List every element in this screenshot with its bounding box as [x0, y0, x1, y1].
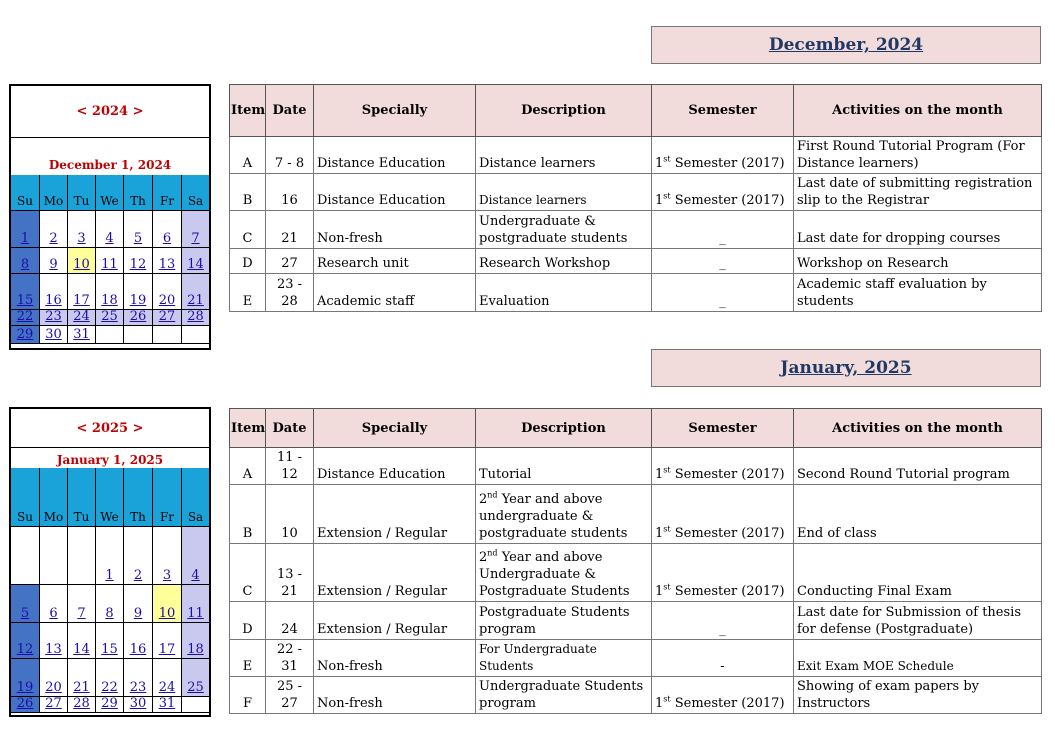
calendar-day[interactable]: 6 [153, 211, 182, 248]
weekday-header: Tu [68, 175, 96, 211]
description-cell: Tutorial [476, 448, 652, 485]
calendar-day[interactable]: 28 [182, 310, 209, 326]
december-month-title-text: December, 2024 [768, 35, 924, 55]
calendar-day[interactable]: 22 [96, 659, 124, 697]
specially-cell: Non-fresh [314, 211, 476, 249]
calendar-day[interactable]: 5 [11, 585, 40, 623]
december-calendar [9, 84, 211, 350]
description-cell: 2nd Year and above Undergraduate & Postgraduate Students [476, 544, 652, 602]
column-header: Activities on the month [794, 409, 1042, 448]
table-row [230, 544, 1042, 602]
calendar-day[interactable]: 1 [96, 527, 124, 585]
calendar-day[interactable]: 26 [11, 697, 40, 713]
calendar-day[interactable]: 28 [68, 697, 96, 713]
description-cell: Distance learners [476, 174, 652, 211]
item-cell: C [230, 544, 266, 602]
semester-cell: 1st Semester (2017) [652, 544, 794, 602]
table-row [230, 174, 1042, 211]
calendar-day[interactable]: 19 [11, 659, 40, 697]
item-cell: F [230, 677, 266, 714]
item-cell: D [230, 602, 266, 640]
calendar-day[interactable]: 9 [124, 585, 153, 623]
calendar-day[interactable]: 22 [11, 310, 40, 326]
calendar-date-label: January 1, 2025 [56, 453, 164, 467]
table-header-row [230, 409, 1042, 448]
weekday-header: Tu [68, 468, 96, 527]
specially-cell: Non-fresh [314, 640, 476, 677]
date-cell: 24 [266, 602, 314, 640]
column-header: Date [266, 409, 314, 448]
calendar-day[interactable]: 9 [40, 248, 68, 274]
calendar-day[interactable]: 5 [124, 211, 153, 248]
weekday-header: We [96, 175, 124, 211]
column-header: Description [476, 85, 652, 137]
calendar-day[interactable]: 30 [124, 697, 153, 713]
calendar-day[interactable]: 16 [124, 623, 153, 659]
calendar-day[interactable]: 1 [11, 211, 40, 248]
january-month-title [651, 349, 1041, 387]
table-row [230, 137, 1042, 174]
table-row [230, 485, 1042, 544]
table-row [230, 640, 1042, 677]
semester-cell: 1st Semester (2017) [652, 174, 794, 211]
column-header: Item [230, 409, 266, 448]
calendar-empty-cell [182, 697, 209, 713]
calendar-day[interactable]: 3 [153, 527, 182, 585]
calendar-day[interactable]: 16 [40, 274, 68, 310]
calendar-empty-cell [182, 326, 209, 344]
date-cell: 22 - 31 [266, 640, 314, 677]
date-cell: 10 [266, 485, 314, 544]
january-schedule-table [229, 408, 1042, 714]
weekday-header: Mo [40, 175, 68, 211]
january-calendar-grid [11, 468, 209, 713]
calendar-day-today[interactable]: 10 [153, 585, 182, 623]
semester-cell: 1st Semester (2017) [652, 485, 794, 544]
calendar-day[interactable]: 25 [96, 310, 124, 326]
semester-cell: _ [652, 274, 794, 312]
year-navigation[interactable]: < 2024 > [76, 104, 144, 119]
calendar-day[interactable]: 18 [182, 623, 209, 659]
table-row [230, 448, 1042, 485]
column-header: Semester [652, 85, 794, 137]
column-header: Specially [314, 85, 476, 137]
description-cell: Postgraduate Students program [476, 602, 652, 640]
table-row [230, 211, 1042, 249]
weekday-header: Su [11, 468, 40, 527]
calendar-day[interactable]: 7 [68, 585, 96, 623]
calendar-day[interactable]: 11 [182, 585, 209, 623]
calendar-day[interactable]: 17 [68, 274, 96, 310]
december-month-title [651, 26, 1041, 64]
semester-cell: _ [652, 249, 794, 274]
activity-cell: Last date for dropping courses [794, 211, 1042, 249]
specially-cell: Distance Education [314, 137, 476, 174]
calendar-day[interactable]: 18 [96, 274, 124, 310]
calendar-day[interactable]: 15 [96, 623, 124, 659]
calendar-day[interactable]: 29 [96, 697, 124, 713]
calendar-day[interactable]: 26 [124, 310, 153, 326]
calendar-day[interactable]: 3 [68, 211, 96, 248]
description-cell: Undergraduate Students program [476, 677, 652, 714]
calendar-day[interactable]: 8 [11, 248, 40, 274]
date-cell: 11 - 12 [266, 448, 314, 485]
weekday-header: Su [11, 175, 40, 211]
calendar-day[interactable]: 2 [40, 211, 68, 248]
calendar-day[interactable]: 31 [68, 326, 96, 344]
table-header-row [230, 85, 1042, 137]
calendar-day[interactable]: 2 [124, 527, 153, 585]
date-cell: 7 - 8 [266, 137, 314, 174]
activity-cell: Academic staff evaluation by students [794, 274, 1042, 312]
calendar-day[interactable]: 27 [40, 697, 68, 713]
calendar-day[interactable]: 14 [68, 623, 96, 659]
semester-cell: 1st Semester (2017) [652, 137, 794, 174]
calendar-day[interactable]: 13 [153, 248, 182, 274]
semester-cell: 1st Semester (2017) [652, 677, 794, 714]
calendar-day[interactable]: 4 [182, 527, 209, 585]
calendar-day[interactable]: 24 [153, 659, 182, 697]
table-row [230, 274, 1042, 312]
calendar-day[interactable]: 27 [153, 310, 182, 326]
description-cell: Undergraduate & postgraduate students [476, 211, 652, 249]
column-header: Description [476, 409, 652, 448]
activity-cell: First Round Tutorial Program (For Distance learners) [794, 137, 1042, 174]
weekday-header: Mo [40, 468, 68, 527]
table-row [230, 249, 1042, 274]
activity-cell: Last date of submitting registration slip to the Registrar [794, 174, 1042, 211]
item-cell: D [230, 249, 266, 274]
table-row [230, 677, 1042, 714]
date-cell: 27 [266, 249, 314, 274]
description-cell: Evaluation [476, 274, 652, 312]
calendar-day[interactable]: 8 [96, 585, 124, 623]
calendar-day[interactable]: 20 [40, 659, 68, 697]
date-cell: 23 - 28 [266, 274, 314, 312]
activity-cell: Workshop on Research [794, 249, 1042, 274]
december-calendar-grid [11, 175, 209, 344]
calendar-day[interactable]: 24 [68, 310, 96, 326]
activity-cell: Conducting Final Exam [794, 544, 1042, 602]
date-cell: 25 - 27 [266, 677, 314, 714]
calendar-day[interactable]: 13 [40, 623, 68, 659]
weekday-header: Sa [182, 468, 209, 527]
item-cell: A [230, 137, 266, 174]
semester-cell: - [652, 640, 794, 677]
date-cell: 21 [266, 211, 314, 249]
calendar-day[interactable]: 12 [124, 248, 153, 274]
activity-cell: Second Round Tutorial program [794, 448, 1042, 485]
specially-cell: Academic staff [314, 274, 476, 312]
specially-cell: Non-fresh [314, 677, 476, 714]
calendar-day[interactable]: 15 [11, 274, 40, 310]
weekday-header: Th [124, 175, 153, 211]
calendar-day[interactable]: 23 [124, 659, 153, 697]
weekday-header: Th [124, 468, 153, 527]
item-cell: E [230, 640, 266, 677]
column-header: Semester [652, 409, 794, 448]
semester-cell: _ [652, 602, 794, 640]
calendar-day-today[interactable]: 10 [68, 248, 96, 274]
december-schedule-table [229, 84, 1042, 312]
specially-cell: Extension / Regular [314, 544, 476, 602]
date-cell: 13 - 21 [266, 544, 314, 602]
year-navigation[interactable]: < 2025 > [76, 421, 144, 436]
calendar-day[interactable]: 21 [182, 274, 209, 310]
january-calendar [9, 407, 211, 717]
calendar-day[interactable]: 12 [11, 623, 40, 659]
calendar-empty-cell [96, 326, 124, 344]
activity-cell: Showing of exam papers by Instructors [794, 677, 1042, 714]
calendar-empty-cell [11, 527, 40, 585]
column-header: Specially [314, 409, 476, 448]
activity-cell: Last date for Submission of thesis for defense (Postgraduate) [794, 602, 1042, 640]
column-header: Activities on the month [794, 85, 1042, 137]
item-cell: B [230, 174, 266, 211]
calendar-empty-cell [40, 527, 68, 585]
calendar-day[interactable]: 20 [153, 274, 182, 310]
calendar-empty-cell [68, 527, 96, 585]
calendar-day[interactable]: 6 [40, 585, 68, 623]
weekday-header: Sa [182, 175, 209, 211]
calendar-day[interactable]: 7 [182, 211, 209, 248]
calendar-day[interactable]: 29 [11, 326, 40, 344]
calendar-day[interactable]: 11 [96, 248, 124, 274]
weekday-header: Fr [153, 468, 182, 527]
item-cell: E [230, 274, 266, 312]
specially-cell: Research unit [314, 249, 476, 274]
specially-cell: Distance Education [314, 174, 476, 211]
date-cell: 16 [266, 174, 314, 211]
calendar-day[interactable]: 17 [153, 623, 182, 659]
item-cell: A [230, 448, 266, 485]
table-row [230, 602, 1042, 640]
description-cell: Distance learners [476, 137, 652, 174]
calendar-day[interactable]: 14 [182, 248, 209, 274]
description-cell: For Undergraduate Students [476, 640, 652, 677]
calendar-empty-cell [153, 326, 182, 344]
description-cell: 2nd Year and above undergraduate & postgraduate students [476, 485, 652, 544]
calendar-day[interactable]: 21 [68, 659, 96, 697]
weekday-header: We [96, 468, 124, 527]
semester-cell: _ [652, 211, 794, 249]
semester-cell: 1st Semester (2017) [652, 448, 794, 485]
specially-cell: Extension / Regular [314, 602, 476, 640]
activity-cell: End of class [794, 485, 1042, 544]
description-cell: Research Workshop [476, 249, 652, 274]
specially-cell: Distance Education [314, 448, 476, 485]
calendar-day[interactable]: 23 [40, 310, 68, 326]
item-cell: B [230, 485, 266, 544]
column-header: Item [230, 85, 266, 137]
calendar-day[interactable]: 4 [96, 211, 124, 248]
january-month-title-text: January, 2025 [780, 358, 912, 378]
weekday-header: Fr [153, 175, 182, 211]
column-header: Date [266, 85, 314, 137]
item-cell: C [230, 211, 266, 249]
calendar-empty-cell [124, 326, 153, 344]
calendar-day[interactable]: 30 [40, 326, 68, 344]
calendar-day[interactable]: 31 [153, 697, 182, 713]
calendar-day[interactable]: 19 [124, 274, 153, 310]
calendar-date-label: December 1, 2024 [48, 158, 172, 172]
specially-cell: Extension / Regular [314, 485, 476, 544]
activity-cell: Exit Exam MOE Schedule [794, 640, 1042, 677]
calendar-day[interactable]: 25 [182, 659, 209, 697]
